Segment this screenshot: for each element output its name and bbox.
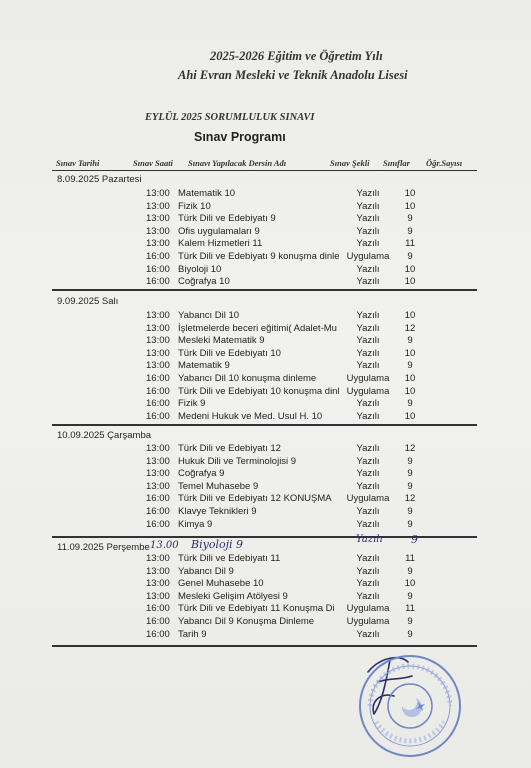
- type-cell: Yazılı: [356, 310, 380, 321]
- handwritten-course: Biyoloji 9: [191, 538, 244, 551]
- time-cell: 16:00: [146, 385, 170, 397]
- table-row: [0, 493, 531, 505]
- col-classes-header: Sınıflar: [383, 158, 410, 168]
- course-cell: Temel Muhasebe 9: [178, 480, 259, 492]
- table-row: [0, 468, 531, 480]
- table-row: [0, 201, 531, 213]
- course-cell: Yabancı Dil 9: [178, 565, 234, 577]
- course-cell: Türk Dili ve Edebiyatı 12: [178, 443, 281, 454]
- type-cell: Yazılı: [356, 565, 380, 577]
- course-cell: Ofis uygulamaları 9: [178, 225, 260, 237]
- table-row: [0, 481, 531, 493]
- course-cell: Fizik 9: [178, 398, 206, 410]
- course-cell: Klavye Teknikleri 9: [178, 506, 257, 517]
- course-cell: Fizik 10: [178, 200, 211, 212]
- classes-cell: 10: [404, 276, 416, 288]
- course-cell: Türk Dili ve Edebiyatı 10 konuşma dinl: [178, 385, 340, 397]
- table-row: [0, 603, 531, 615]
- table-row: [0, 226, 531, 238]
- header-rule: [52, 170, 477, 171]
- table-row: [0, 264, 531, 276]
- time-cell: 16:00: [146, 398, 170, 410]
- type-cell: Yazılı: [356, 200, 380, 212]
- classes-cell: 11: [405, 238, 415, 250]
- type-cell: Yazılı: [356, 506, 380, 517]
- table-row: [0, 238, 531, 250]
- classes-cell: 9: [407, 225, 413, 237]
- table-row: [0, 360, 531, 372]
- table-row: [0, 578, 531, 590]
- classes-cell: 9: [407, 251, 413, 262]
- type-cell: Yazılı: [356, 518, 380, 530]
- table-row: [0, 443, 531, 455]
- time-cell: 13:00: [146, 213, 170, 225]
- course-cell: Yabancı Dil 9 Konuşma Dinleme: [178, 616, 315, 627]
- type-cell: Yazılı: [356, 322, 380, 334]
- course-cell: Türk Dili ve Edebiyatı 10: [178, 347, 281, 359]
- type-cell: Yazılı: [356, 225, 380, 237]
- group-rule-2: [52, 424, 477, 426]
- handwritten-time: 13.00: [150, 540, 179, 551]
- time-cell: 16:00: [146, 603, 170, 615]
- classes-cell: 9: [407, 565, 413, 577]
- course-cell: Türk Dili ve Edebiyatı 11 Konuşma Di: [178, 603, 335, 615]
- classes-cell: 10: [404, 200, 416, 212]
- course-cell: Türk Dili ve Edebiyatı 11: [178, 553, 281, 564]
- classes-cell: 12: [404, 322, 416, 334]
- school-stamp: [356, 652, 464, 760]
- course-cell: Yabancı Dil 10 konuşma dinleme: [178, 373, 317, 384]
- academic-year: 2025-2026 Eğitim ve Öğretim Yılı: [210, 49, 383, 63]
- classes-cell: 10: [404, 263, 416, 275]
- table-row: [0, 188, 531, 200]
- time-cell: 16:00: [146, 276, 170, 288]
- time-cell: 13:00: [146, 347, 170, 359]
- group-date-3: 10.09.2025 Çarşamba: [57, 430, 152, 441]
- course-cell: Türk Dili ve Edebiyatı 9 konuşma dinle: [178, 251, 340, 262]
- classes-cell: 10: [404, 373, 416, 384]
- classes-cell: 9: [407, 518, 413, 530]
- time-cell: 13:00: [146, 553, 170, 564]
- classes-cell: 9: [407, 455, 413, 467]
- col-date-header: Sınav Tarihi: [56, 158, 100, 168]
- type-cell: Yazılı: [356, 335, 380, 347]
- course-cell: Medeni Hukuk ve Med. Usul H. 10: [178, 410, 323, 422]
- type-cell: Uygulama: [346, 385, 390, 397]
- type-cell: Uygulama: [346, 493, 390, 505]
- classes-cell: 9: [407, 335, 413, 347]
- group-date-4: 11.09.2025 Perşembe: [57, 542, 150, 553]
- classes-cell: 12: [404, 493, 416, 505]
- time-cell: 13:00: [146, 322, 170, 334]
- course-cell: Türk Dili ve Edebiyatı 12 KONUŞMA: [178, 493, 332, 505]
- table-row: [0, 323, 531, 335]
- course-cell: Kimya 9: [178, 518, 213, 530]
- type-cell: Uygulama: [346, 373, 390, 384]
- time-cell: 13:00: [146, 565, 170, 577]
- type-cell: Yazılı: [356, 347, 380, 359]
- course-cell: Tarih 9: [178, 628, 207, 640]
- classes-cell: 10: [404, 385, 416, 397]
- time-cell: 13:00: [146, 480, 170, 492]
- col-time-header: Sınav Saati: [133, 158, 173, 168]
- type-cell: Yazılı: [356, 238, 380, 250]
- classes-cell: 10: [404, 347, 416, 359]
- type-cell: Yazılı: [356, 443, 380, 454]
- classes-cell: 10: [404, 188, 416, 199]
- handwritten-classes: 9: [411, 533, 418, 546]
- type-cell: Yazılı: [356, 263, 380, 275]
- type-cell: Uygulama: [346, 603, 390, 615]
- table-row: [0, 616, 531, 628]
- table-row: [0, 335, 531, 347]
- time-cell: 16:00: [146, 251, 170, 262]
- type-cell: Yazılı: [356, 455, 380, 467]
- table-row: [0, 386, 531, 398]
- course-cell: Matematik 10: [178, 188, 236, 199]
- course-cell: Türk Dili ve Edebiyatı 9: [178, 213, 276, 225]
- time-cell: 13:00: [146, 590, 170, 602]
- type-cell: Yazılı: [356, 468, 380, 480]
- table-row: [0, 553, 531, 565]
- type-cell: Yazılı: [356, 480, 380, 492]
- time-cell: 13:00: [146, 310, 170, 321]
- type-cell: Yazılı: [356, 276, 380, 288]
- type-cell: Yazılı: [356, 578, 380, 590]
- classes-cell: 11: [405, 553, 415, 564]
- time-cell: 13:00: [146, 188, 170, 199]
- course-cell: Kalem Hizmetleri 11: [178, 238, 263, 250]
- table-row: [0, 348, 531, 360]
- time-cell: 13:00: [146, 455, 170, 467]
- time-cell: 13:00: [146, 578, 170, 590]
- course-cell: Coğrafya 10: [178, 276, 230, 288]
- classes-cell: 9: [407, 506, 413, 517]
- time-cell: 16:00: [146, 518, 170, 530]
- time-cell: 16:00: [146, 493, 170, 505]
- time-cell: 13:00: [146, 225, 170, 237]
- classes-cell: 9: [407, 213, 413, 225]
- table-row: [0, 411, 531, 423]
- classes-cell: 9: [407, 398, 413, 410]
- handwritten-type: Yazılı: [356, 534, 383, 545]
- time-cell: 13:00: [146, 200, 170, 212]
- classes-cell: 9: [407, 616, 413, 627]
- classes-cell: 9: [407, 628, 413, 640]
- group-rule-1: [52, 289, 477, 291]
- type-cell: Uygulama: [346, 251, 390, 262]
- course-cell: Biyoloji 10: [178, 263, 222, 275]
- time-cell: 16:00: [146, 410, 170, 422]
- course-cell: Matematik 9: [178, 360, 230, 372]
- classes-cell: 9: [407, 468, 413, 480]
- time-cell: 16:00: [146, 628, 170, 640]
- classes-cell: 9: [407, 480, 413, 492]
- course-cell: Genel Muhasebe 10: [178, 578, 264, 590]
- time-cell: 16:00: [146, 263, 170, 275]
- course-cell: Hukuk Dili ve Terminolojisi 9: [178, 455, 297, 467]
- table-row: [0, 591, 531, 603]
- type-cell: Yazılı: [356, 628, 380, 640]
- type-cell: Yazılı: [356, 553, 380, 564]
- school-name: Ahi Evran Mesleki ve Teknik Anadolu Lisesi: [178, 68, 408, 82]
- col-type-header: Sınav Şekli: [330, 158, 370, 168]
- course-cell: Mesleki Gelişim Atölyesi 9: [178, 590, 288, 602]
- classes-cell: 10: [404, 578, 416, 590]
- table-row: [0, 310, 531, 322]
- classes-cell: 12: [404, 443, 416, 454]
- classes-cell: 9: [407, 360, 413, 372]
- time-cell: 13:00: [146, 360, 170, 372]
- table-row: [0, 456, 531, 468]
- time-cell: 13:00: [146, 335, 170, 347]
- time-cell: 16:00: [146, 373, 170, 384]
- time-cell: 13:00: [146, 443, 170, 454]
- type-cell: Yazılı: [356, 398, 380, 410]
- classes-cell: 11: [405, 603, 415, 615]
- type-cell: Yazılı: [356, 410, 380, 422]
- table-row: [0, 251, 531, 263]
- course-cell: İşletmelerde beceri eğitimi( Adalet-Mu: [178, 322, 337, 334]
- program-title: Sınav Programı: [194, 130, 286, 144]
- classes-cell: 9: [407, 590, 413, 602]
- table-row: [0, 276, 531, 288]
- type-cell: Yazılı: [356, 188, 380, 199]
- exam-title: EYLÜL 2025 SORUMLULUK SINAVI: [145, 112, 315, 123]
- table-row: [0, 373, 531, 385]
- col-students-header: Öğr.Sayısı: [426, 158, 463, 168]
- table-row: [0, 398, 531, 410]
- course-cell: Yabancı Dil 10: [178, 310, 240, 321]
- course-cell: Coğrafya 9: [178, 468, 225, 480]
- table-row: [0, 506, 531, 518]
- course-cell: Mesleki Matematik 9: [178, 335, 265, 347]
- type-cell: Yazılı: [356, 213, 380, 225]
- time-cell: 13:00: [146, 238, 170, 250]
- table-row: [0, 566, 531, 578]
- time-cell: 16:00: [146, 506, 170, 517]
- table-row: [0, 629, 531, 641]
- classes-cell: 10: [404, 410, 416, 422]
- type-cell: Uygulama: [346, 616, 390, 627]
- col-course-header: Sınavı Yapılacak Dersin Adı: [188, 158, 287, 168]
- table-row: [0, 519, 531, 531]
- bottom-rule: [52, 645, 477, 647]
- group-date-2: 9.09.2025 Salı: [57, 296, 119, 307]
- classes-cell: 10: [404, 310, 416, 321]
- time-cell: 13:00: [146, 468, 170, 480]
- time-cell: 16:00: [146, 616, 170, 627]
- type-cell: Yazılı: [356, 590, 380, 602]
- table-row: [0, 213, 531, 225]
- type-cell: Yazılı: [356, 360, 380, 372]
- group-date-1: 8.09.2025 Pazartesi: [57, 174, 142, 185]
